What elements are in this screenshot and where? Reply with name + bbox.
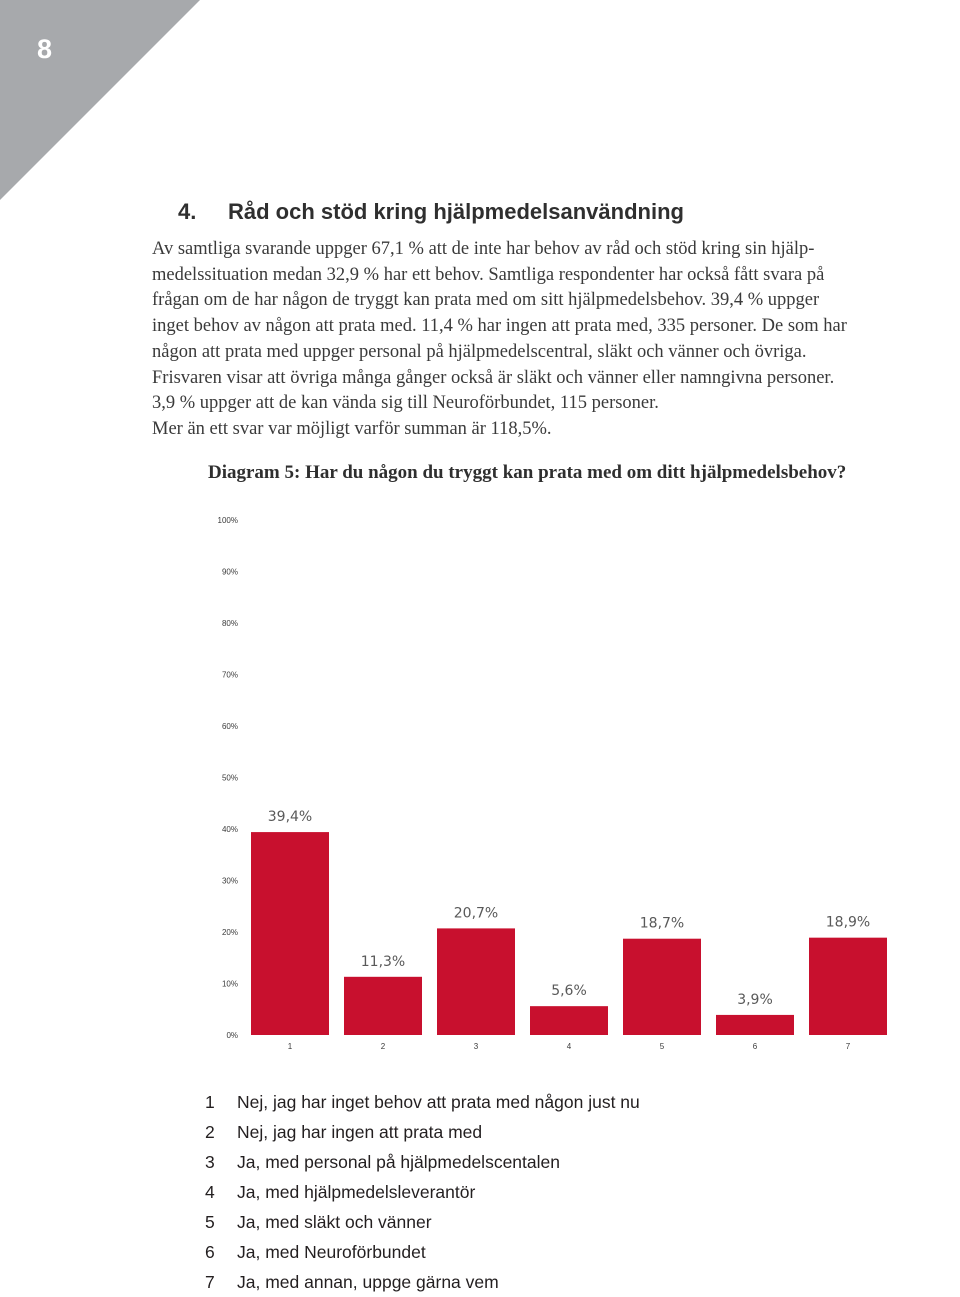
x-tick-label: 1	[287, 1042, 293, 1051]
y-tick-label: 40%	[221, 825, 238, 834]
y-tick-label: 60%	[221, 722, 238, 731]
y-tick-label: 10%	[221, 979, 238, 989]
body-line: medelssituation medan 32,9 % har ett behov. Samtliga respondenter har också fått svara på	[152, 264, 825, 285]
y-tick-label: 70%	[221, 670, 238, 680]
legend-item	[205, 1147, 640, 1177]
x-tick-label: 3	[473, 1042, 479, 1051]
data-label: 5,6%	[551, 983, 587, 1000]
data-label: 20,7%	[453, 905, 499, 922]
legend-text: Ja, med Neuroförbundet	[237, 1242, 426, 1262]
data-label: 3,9%	[737, 991, 773, 1008]
chart-legend	[205, 1087, 640, 1297]
legend-number: 3	[205, 1152, 215, 1172]
y-tick-label: 0%	[226, 1031, 238, 1040]
data-label: 39,4%	[267, 809, 313, 826]
page-number: 8	[37, 34, 53, 64]
data-label: 11,3%	[360, 953, 406, 970]
legend-text: Ja, med personal på hjälpmedelscentalen	[237, 1152, 560, 1172]
body-paragraph	[152, 237, 960, 443]
legend-text: Nej, jag har inget behov att prata med någon just nu	[237, 1092, 640, 1112]
y-tick-label: 80%	[221, 619, 238, 628]
body-line: någon att prata med uppger personal på hjälpmedelscentral, släkt och vänner och övriga.	[152, 341, 807, 362]
body-line: Frisvaren visar att övriga många gånger också är släkt och vänner eller namngivna personer.	[152, 367, 835, 388]
legend-text: Ja, med släkt och vänner	[237, 1212, 432, 1232]
legend-number: 5	[205, 1212, 215, 1232]
legend-item	[205, 1237, 640, 1267]
bar-chart	[200, 505, 900, 1055]
y-tick-label: 30%	[221, 876, 238, 886]
data-label: 18,7%	[639, 915, 685, 932]
bar	[809, 938, 887, 1035]
corner-decoration	[0, 0, 200, 200]
legend-text: Nej, jag har ingen att prata med	[237, 1122, 483, 1142]
legend-item	[205, 1177, 640, 1207]
chart-caption: Diagram 5: Har du någon du tryggt kan prata med om ditt hjälpmedelsbehov?	[208, 462, 847, 483]
body-line: Av samtliga svarande uppger 67,1 % att de inte har behov av råd och stöd kring sin hjälp-	[152, 239, 815, 259]
legend-number: 4	[205, 1182, 215, 1202]
bar	[251, 832, 329, 1035]
bar	[623, 939, 701, 1035]
y-tick-label: 20%	[221, 928, 238, 937]
section-heading	[178, 199, 684, 225]
section-number: 4.	[178, 199, 197, 224]
x-tick-label: 5	[659, 1042, 665, 1051]
legend-item	[205, 1087, 640, 1117]
bar	[530, 1006, 608, 1035]
legend-item	[205, 1117, 640, 1147]
legend-number: 1	[205, 1092, 215, 1112]
legend-item	[205, 1207, 640, 1237]
body-line: Mer än ett svar var möjligt varför summan är 118,5%.	[152, 418, 552, 439]
legend-number: 2	[205, 1122, 215, 1142]
y-tick-label: 90%	[221, 567, 238, 577]
bar	[437, 928, 515, 1035]
section-title: Råd och stöd kring hjälpmedelsanvändning	[228, 199, 684, 224]
y-tick-label: 50%	[221, 773, 238, 783]
data-label: 18,9%	[825, 914, 871, 931]
x-tick-label: 6	[752, 1042, 758, 1051]
y-tick-label: 100%	[217, 516, 238, 525]
legend-number: 6	[205, 1242, 215, 1262]
legend-number: 7	[205, 1272, 215, 1292]
bar	[716, 1015, 794, 1035]
x-tick-label: 4	[566, 1042, 572, 1051]
body-line: 3,9 % uppger att de kan vända sig till Neuroförbundet, 115 personer.	[152, 393, 659, 414]
legend-text: Ja, med hjälpmedelsleverantör	[237, 1182, 476, 1202]
legend-text: Ja, med annan, uppge gärna vem	[237, 1272, 499, 1292]
x-tick-label: 2	[380, 1042, 386, 1051]
corner-triangle	[0, 0, 200, 200]
x-tick-label: 7	[845, 1042, 851, 1051]
body-line: inget behov av någon att prata med. 11,4 % har ingen att prata med, 335 personer. De som har	[152, 316, 847, 337]
bar	[344, 977, 422, 1035]
body-line: frågan om de har någon de tryggt kan prata med om sitt hjälpmedelsbehov. 39,4 % uppger	[152, 290, 820, 311]
